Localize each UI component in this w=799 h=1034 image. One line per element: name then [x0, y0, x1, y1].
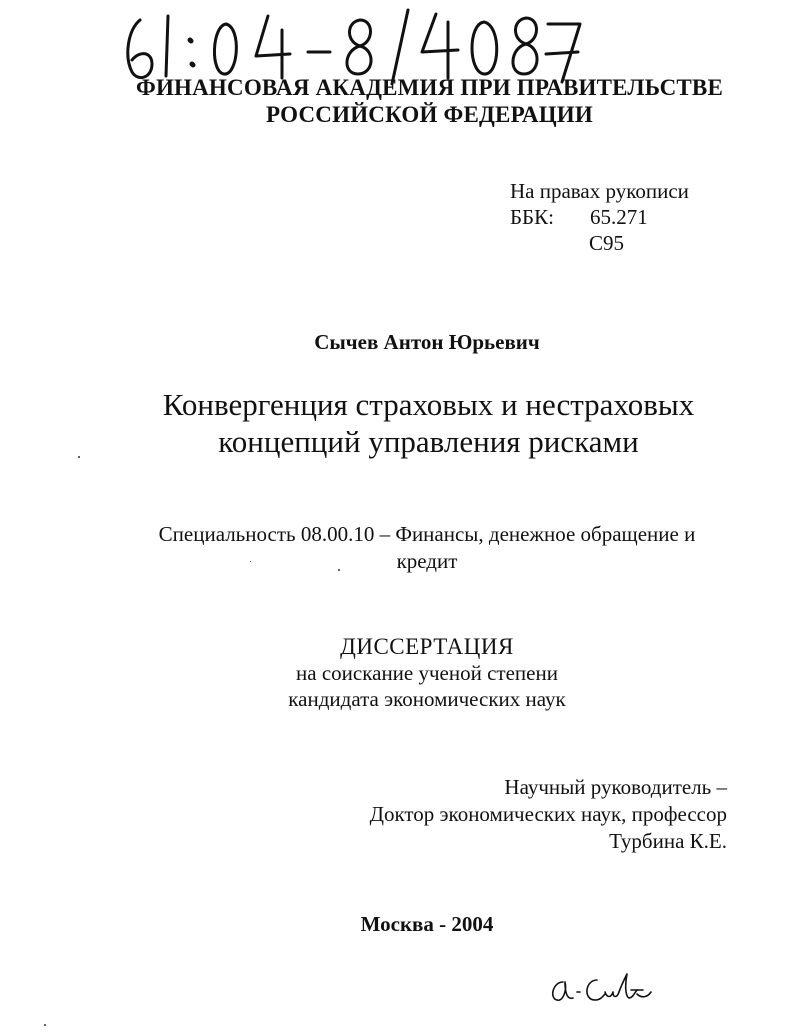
scan-speck: [78, 456, 80, 458]
scan-speck: [44, 1024, 46, 1026]
title-line-1: Конвергенция страховых и нестраховых: [162, 387, 695, 422]
supervisor-name: Турбина К.Е.: [609, 829, 727, 853]
institution-name: [0, 74, 799, 128]
scan-speck: [250, 561, 251, 562]
author-name: Сычев Антон Юрьевич: [314, 330, 540, 354]
rights-block: [510, 178, 689, 256]
degree-line-1: на соискание ученой степени: [296, 661, 558, 685]
specialty-line-2: кредит: [396, 549, 458, 573]
specialty-line-1: Специальность 08.00.10 – Финансы, денежное обращение и: [158, 522, 696, 546]
dissertation-heading: ДИССЕРТАЦИЯ: [340, 634, 514, 659]
institution-line-2: РОССИЙСКОЙ ФЕДЕРАЦИИ: [266, 102, 593, 127]
dissertation-title: [0, 386, 799, 460]
supervisor-block: [370, 774, 727, 855]
dissertation-type: [0, 634, 799, 712]
supervisor-label: Научный руководитель –: [504, 775, 727, 799]
specialty: [0, 521, 799, 575]
handwritten-signature: [545, 968, 655, 1010]
institution-line-1: ФИНАНСОВАЯ АКАДЕМИЯ ПРИ ПРАВИТЕЛЬСТВЕ: [135, 75, 723, 100]
degree-line-2: кандидата экономических наук: [288, 687, 566, 711]
city-year: Москва - 2004: [360, 912, 494, 936]
scan-speck: [338, 569, 340, 571]
bbk-label: ББК:: [510, 205, 554, 229]
bbk-code: 65.271: [590, 205, 648, 229]
manuscript-rights-label: На правах рукописи: [510, 179, 689, 203]
supervisor-degree: Доктор экономических наук, профессор: [369, 802, 727, 826]
author-mark: С95: [589, 231, 625, 255]
title-line-2: концепций управления рисками: [218, 424, 639, 459]
